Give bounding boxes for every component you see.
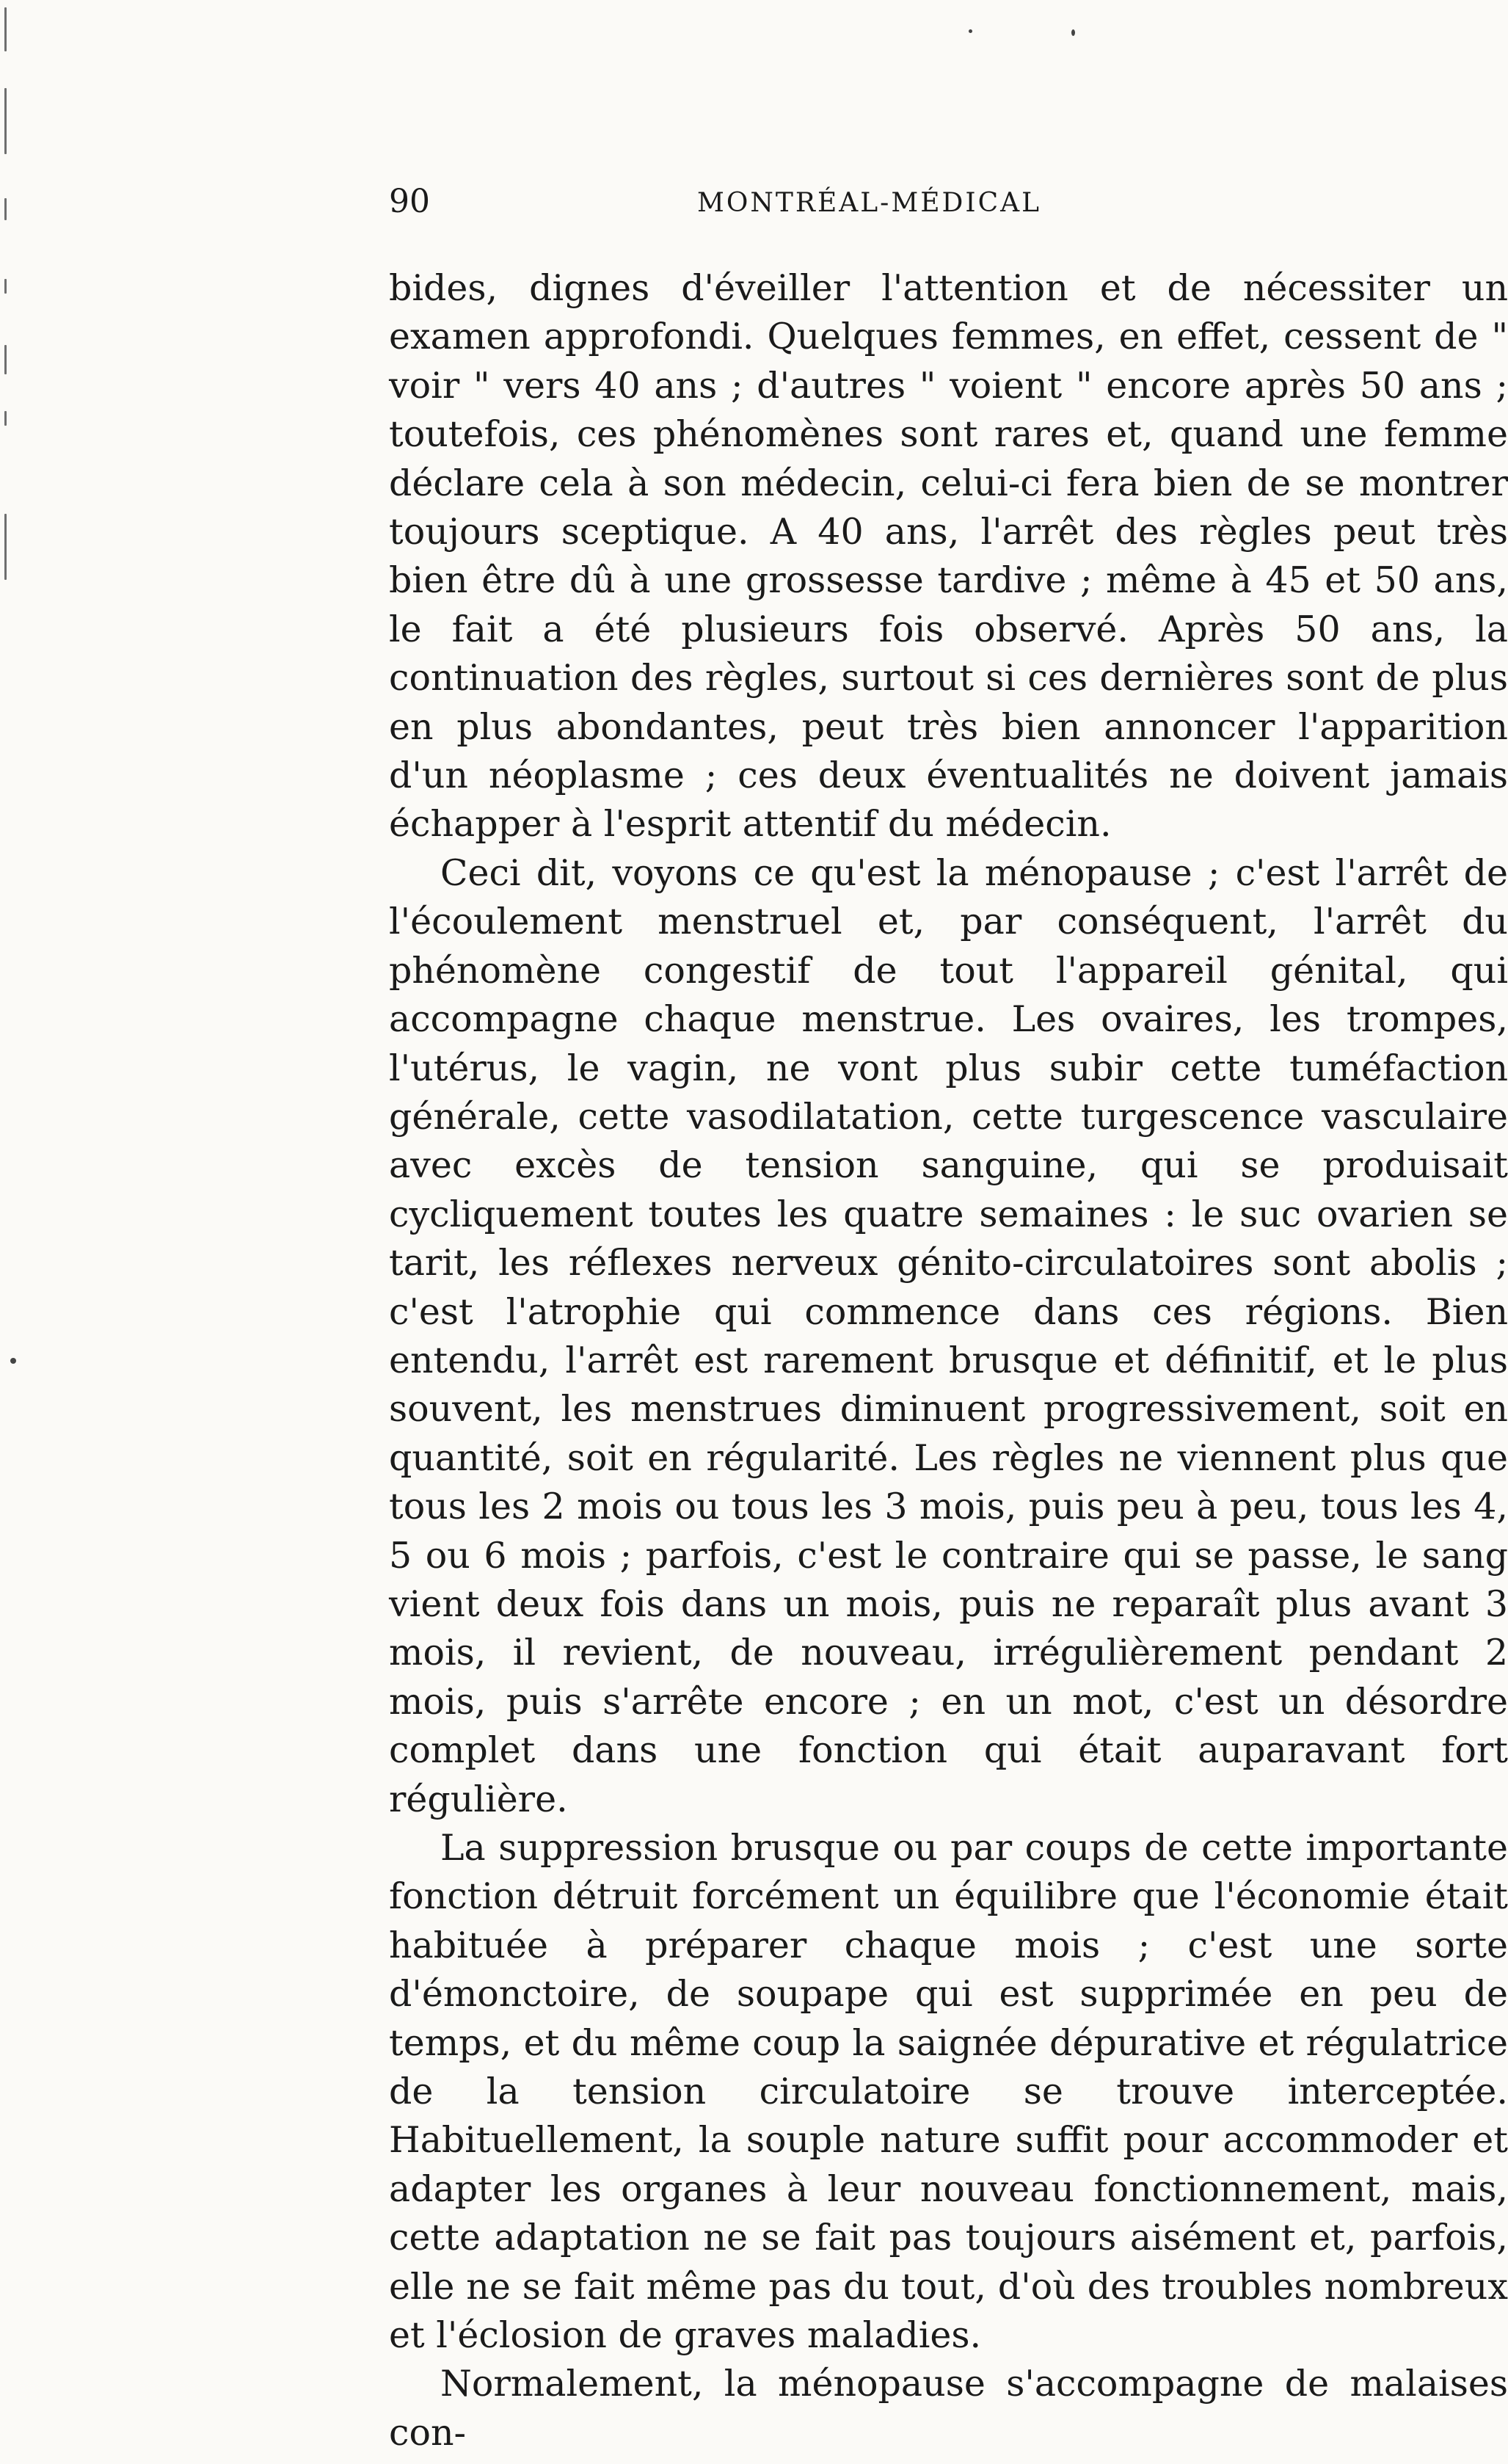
running-head: MONTRÉAL-MÉDICAL — [697, 188, 1042, 218]
margin-speck — [1071, 29, 1075, 36]
paragraph-continued: bides, dignes d'éveiller l'attention et de nécessiter un examen approfondi. Quelques femmes, en effet, cessent de " voir " vers 40 ans ; d'autres " voient " encore après 50 ans ; toutefois, ces phénomènes sont rares et, quand une femme déclare cela à son médecin, celui-ci fera bien de se montrer toujours sceptique. A 40 ans, l'arrêt des règles peut très bien être dû à une grossesse tardive ; même à 45 et 50 ans, le fait a été plusieurs fois observé. Après 50 ans, la continuation des règles, surtout si ces dernières sont de plus en plus abondantes, peut très bien annoncer l'apparition d'un néoplasme ; ces deux éventualités ne doivent jamais échapper à l'esprit attentif du médecin. — [389, 267, 1508, 846]
page-number: 90 — [389, 183, 430, 220]
margin-speck — [10, 1358, 16, 1364]
page-header — [389, 180, 1504, 231]
margin-speck — [969, 29, 972, 33]
paragraph: La suppression brusque ou par coups de cette importante fonction détruit forcément un équilibre que l'économie était habituée à préparer chaque mois ; c'est une sorte d'émonctoire, de soupape qui est supprimée en peu de temps, et du même coup la saignée dépurative et régulatrice de la tension circulatoire se trouve interceptée. Habituellement, la souple nature suffit pour accommoder et adapter les organes à leur nouveau fonctionnement, mais, cette adaptation ne se fait pas toujours aisément et, parfois, elle ne se fait même pas du tout, d'où des troubles nombreux et l'éclosion de graves maladies. — [389, 1827, 1508, 2357]
body-text — [389, 264, 1508, 2457]
paragraph: Normalement, la ménopause s'accompagne de malaises con- — [389, 2363, 1508, 2454]
page-edge-marks — [0, 0, 22, 661]
paragraph: Ceci dit, voyons ce qu'est la ménopause ; c'est l'arrêt de l'écoulement menstruel et, par conséquent, l'arrêt du phénomène congestif de tout l'appareil génital, qui accompagne chaque menstrue. Les ovaires, les trompes, l'utérus, le vagin, ne vont plus subir cette tuméfaction générale, cette vasodilatation, cette turgescence vasculaire avec excès de tension sanguine, qui se produisait cycliquement toutes les quatre semaines : le suc ovarien se tarit, les réflexes nerveux génito-circulatoires sont abolis ; c'est l'atrophie qui commence dans ces régions. Bien entendu, l'arrêt est rarement brusque et définitif, et le plus souvent, les menstrues diminuent progressivement, soit en quantité, soit en régularité. Les règles ne viennent plus que tous les 2 mois ou tous les 3 mois, puis peu à peu, tous les 4, 5 ou 6 mois ; parfois, c'est le contraire qui se passe, le sang vient deux fois dans un mois, puis ne reparaît plus avant 3 mois, il revient, de nouveau, irrégulièrement pendant 2 mois, puis s'arrête encore ; en un mot, c'est un désordre complet dans une fonction qui était auparavant fort régulière. — [389, 851, 1508, 1820]
